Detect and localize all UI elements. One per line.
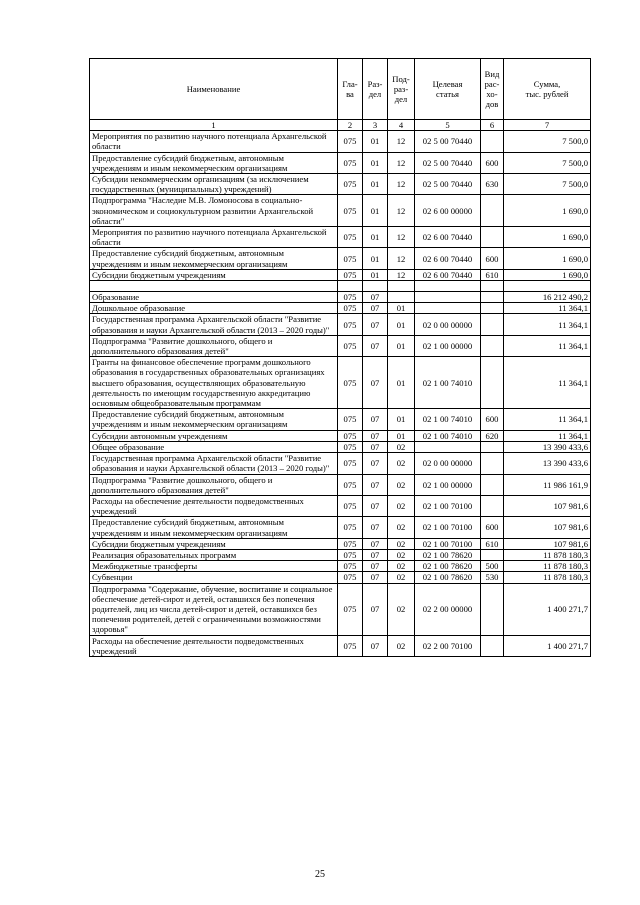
row-name: Дошкольное образование (90, 303, 338, 314)
row-glava: 075 (338, 474, 363, 495)
row-podrazdel: 12 (388, 174, 415, 195)
table-row (90, 174, 591, 195)
row-podrazdel: 12 (388, 269, 415, 280)
row-name: Субсидии бюджетным учреждениям (90, 538, 338, 549)
row-target: 02 2 00 00000 (415, 583, 481, 635)
row-glava: 075 (338, 635, 363, 656)
row-name: Расходы на обеспечение деятельности подведомственных учреждений (90, 495, 338, 516)
row-razdel: 07 (363, 441, 388, 452)
row-razdel: 01 (363, 248, 388, 269)
row-glava: 075 (338, 538, 363, 549)
row-glava: 075 (338, 314, 363, 335)
row-sum: 16 212 490,2 (504, 292, 591, 303)
row-name: Подпрограмма "Содержание, обучение, воспитание и социальное обеспечение детей-сирот и детей, оставшихся без попечения родителей, лиц из числа детей-сирот и детей, оставшихся без попечения родителей, детей с ограниченными возможностями здоровья" (90, 583, 338, 635)
row-name: Мероприятия по развитию научного потенциала Архангельской области (90, 131, 338, 152)
row-podrazdel: 01 (388, 314, 415, 335)
table-row (90, 572, 591, 583)
row-razdel: 07 (363, 430, 388, 441)
column-number: 1 (90, 120, 338, 131)
row-name: Подпрограмма "Развитие дошкольного, общего и дополнительного образования детей" (90, 474, 338, 495)
table-row (90, 248, 591, 269)
row-vid: 530 (481, 572, 504, 583)
row-sum: 7 500,0 (504, 152, 591, 173)
row-name: Предоставление субсидий бюджетным, автономным учреждениям и иным некоммерческим организациям (90, 409, 338, 430)
row-target: 02 6 00 00000 (415, 195, 481, 227)
row-razdel: 07 (363, 538, 388, 549)
row-sum: 7 500,0 (504, 131, 591, 152)
table-row (90, 269, 591, 280)
table-row (90, 453, 591, 474)
row-target: 02 1 00 70100 (415, 495, 481, 516)
row-podrazdel: 01 (388, 303, 415, 314)
row-podrazdel: 02 (388, 583, 415, 635)
row-razdel: 07 (363, 495, 388, 516)
spacer-row (90, 281, 591, 292)
row-target: 02 1 00 70100 (415, 538, 481, 549)
table-row (90, 357, 591, 409)
row-sum: 1 690,0 (504, 195, 591, 227)
row-target: 02 6 00 70440 (415, 248, 481, 269)
row-vid (481, 335, 504, 356)
row-sum: 107 981,6 (504, 517, 591, 538)
table-row (90, 474, 591, 495)
row-podrazdel: 02 (388, 495, 415, 516)
row-podrazdel: 02 (388, 453, 415, 474)
table-row (90, 227, 591, 248)
row-glava: 075 (338, 357, 363, 409)
column-number: 7 (504, 120, 591, 131)
row-podrazdel: 12 (388, 227, 415, 248)
row-name: Образование (90, 292, 338, 303)
row-sum: 11 364,1 (504, 409, 591, 430)
row-target: 02 2 00 70100 (415, 635, 481, 656)
row-sum: 107 981,6 (504, 495, 591, 516)
row-name: Предоставление субсидий бюджетным, автономным учреждениям и иным некоммерческим организациям (90, 152, 338, 173)
row-glava: 075 (338, 572, 363, 583)
column-number: 4 (388, 120, 415, 131)
empty-cell (415, 281, 481, 292)
row-glava: 075 (338, 549, 363, 560)
row-razdel: 07 (363, 453, 388, 474)
row-glava: 075 (338, 453, 363, 474)
row-vid (481, 195, 504, 227)
row-name: Предоставление субсидий бюджетным, автономным учреждениям и иным некоммерческим организациям (90, 517, 338, 538)
row-vid (481, 292, 504, 303)
table-row (90, 292, 591, 303)
row-name: Государственная программа Архангельской области "Развитие образования и науки Архангельской области (2013 – 2020 годы)" (90, 453, 338, 474)
row-sum: 13 390 433,6 (504, 453, 591, 474)
row-razdel: 07 (363, 583, 388, 635)
empty-cell (338, 281, 363, 292)
row-target: 02 1 00 74010 (415, 357, 481, 409)
row-glava: 075 (338, 269, 363, 280)
row-target: 02 1 00 78620 (415, 549, 481, 560)
row-target (415, 441, 481, 452)
row-target: 02 1 00 78620 (415, 572, 481, 583)
row-vid (481, 453, 504, 474)
row-podrazdel: 12 (388, 195, 415, 227)
row-sum: 11 878 180,3 (504, 549, 591, 560)
row-vid (481, 131, 504, 152)
row-razdel: 07 (363, 561, 388, 572)
empty-cell (363, 281, 388, 292)
row-name: Государственная программа Архангельской области "Развитие образования и науки Архангельской области (2013 – 2020 годы)" (90, 314, 338, 335)
row-sum: 1 400 271,7 (504, 635, 591, 656)
row-glava: 075 (338, 430, 363, 441)
row-name: Межбюджетные трансферты (90, 561, 338, 572)
row-razdel: 07 (363, 474, 388, 495)
row-name: Реализация образовательных программ (90, 549, 338, 560)
table-row (90, 635, 591, 656)
row-razdel: 01 (363, 131, 388, 152)
row-sum: 1 400 271,7 (504, 583, 591, 635)
row-podrazdel: 01 (388, 430, 415, 441)
row-vid: 620 (481, 430, 504, 441)
row-razdel: 01 (363, 195, 388, 227)
row-podrazdel: 01 (388, 335, 415, 356)
row-podrazdel: 02 (388, 549, 415, 560)
row-vid (481, 303, 504, 314)
row-target: 02 1 00 70100 (415, 517, 481, 538)
row-vid: 610 (481, 538, 504, 549)
row-razdel: 07 (363, 292, 388, 303)
row-podrazdel: 02 (388, 561, 415, 572)
table-row (90, 538, 591, 549)
table-row (90, 152, 591, 173)
header-sum: Сумма, тыс. рублей (504, 59, 591, 120)
table-row (90, 441, 591, 452)
table-row (90, 131, 591, 152)
row-target: 02 0 00 00000 (415, 314, 481, 335)
empty-cell (90, 281, 338, 292)
row-razdel: 01 (363, 269, 388, 280)
row-vid: 600 (481, 409, 504, 430)
row-razdel: 01 (363, 227, 388, 248)
row-target (415, 292, 481, 303)
table-row (90, 335, 591, 356)
row-glava: 075 (338, 441, 363, 452)
row-vid (481, 474, 504, 495)
table-row (90, 583, 591, 635)
row-sum: 11 364,1 (504, 303, 591, 314)
row-sum: 11 878 180,3 (504, 561, 591, 572)
row-vid (481, 635, 504, 656)
row-vid: 500 (481, 561, 504, 572)
column-number: 6 (481, 120, 504, 131)
row-vid (481, 495, 504, 516)
empty-cell (388, 281, 415, 292)
empty-cell (504, 281, 591, 292)
row-sum: 7 500,0 (504, 174, 591, 195)
table-body (90, 131, 591, 657)
table-row (90, 495, 591, 516)
row-glava: 075 (338, 152, 363, 173)
row-target: 02 6 00 70440 (415, 227, 481, 248)
row-target (415, 303, 481, 314)
row-name: Подпрограмма "Наследие М.В. Ломоносова в социально-экономическом и социокультурном развитии Архангельской области" (90, 195, 338, 227)
row-vid (481, 357, 504, 409)
row-target: 02 1 00 00000 (415, 335, 481, 356)
row-razdel: 07 (363, 314, 388, 335)
row-glava: 075 (338, 303, 363, 314)
row-podrazdel: 02 (388, 441, 415, 452)
table-row (90, 430, 591, 441)
column-number: 2 (338, 120, 363, 131)
row-podrazdel: 02 (388, 572, 415, 583)
row-podrazdel: 12 (388, 152, 415, 173)
row-razdel: 07 (363, 635, 388, 656)
row-razdel: 07 (363, 335, 388, 356)
budget-table (89, 58, 591, 657)
row-name: Мероприятия по развитию научного потенциала Архангельской области (90, 227, 338, 248)
row-glava: 075 (338, 495, 363, 516)
row-target: 02 0 00 00000 (415, 453, 481, 474)
table-row (90, 561, 591, 572)
row-glava: 075 (338, 517, 363, 538)
row-vid (481, 227, 504, 248)
row-podrazdel (388, 292, 415, 303)
table-row (90, 409, 591, 430)
row-vid: 600 (481, 248, 504, 269)
row-vid (481, 314, 504, 335)
row-sum: 13 390 433,6 (504, 441, 591, 452)
row-glava: 075 (338, 335, 363, 356)
row-glava: 075 (338, 292, 363, 303)
row-target: 02 1 00 74010 (415, 409, 481, 430)
header-vid: Вид рас- хо- дов (481, 59, 504, 120)
header-glava: Гла- ва (338, 59, 363, 120)
empty-cell (481, 281, 504, 292)
row-glava: 075 (338, 409, 363, 430)
row-sum: 11 986 161,9 (504, 474, 591, 495)
page-number: 25 (315, 869, 325, 880)
header-podrazdel: Под- раз- дел (388, 59, 415, 120)
row-sum: 11 364,1 (504, 357, 591, 409)
header-razdel: Раз- дел (363, 59, 388, 120)
row-name: Предоставление субсидий бюджетным, автономным учреждениям и иным некоммерческим организациям (90, 248, 338, 269)
column-number: 3 (363, 120, 388, 131)
row-target: 02 1 00 74010 (415, 430, 481, 441)
row-razdel: 07 (363, 572, 388, 583)
row-razdel: 07 (363, 517, 388, 538)
row-target: 02 1 00 00000 (415, 474, 481, 495)
row-podrazdel: 02 (388, 517, 415, 538)
row-vid: 600 (481, 517, 504, 538)
row-razdel: 01 (363, 174, 388, 195)
row-vid: 610 (481, 269, 504, 280)
row-target: 02 5 00 70440 (415, 152, 481, 173)
row-name: Субсидии бюджетным учреждениям (90, 269, 338, 280)
header-name: Наименование (90, 59, 338, 120)
table-row (90, 549, 591, 560)
row-podrazdel: 01 (388, 357, 415, 409)
row-razdel: 01 (363, 152, 388, 173)
row-name: Общее образование (90, 441, 338, 452)
table-row (90, 195, 591, 227)
row-sum: 1 690,0 (504, 227, 591, 248)
header-row (90, 59, 591, 120)
table-row (90, 303, 591, 314)
row-vid (481, 549, 504, 560)
row-glava: 075 (338, 131, 363, 152)
row-sum: 1 690,0 (504, 269, 591, 280)
row-glava: 075 (338, 248, 363, 269)
row-sum: 1 690,0 (504, 248, 591, 269)
row-target: 02 6 00 70440 (415, 269, 481, 280)
row-name: Подпрограмма "Развитие дошкольного, общего и дополнительного образования детей" (90, 335, 338, 356)
row-sum: 11 364,1 (504, 335, 591, 356)
row-razdel: 07 (363, 409, 388, 430)
row-sum: 11 364,1 (504, 430, 591, 441)
row-vid: 600 (481, 152, 504, 173)
column-number: 5 (415, 120, 481, 131)
row-vid (481, 441, 504, 452)
row-podrazdel: 02 (388, 474, 415, 495)
row-podrazdel: 12 (388, 131, 415, 152)
row-sum: 11 364,1 (504, 314, 591, 335)
row-glava: 075 (338, 583, 363, 635)
row-vid (481, 583, 504, 635)
header-target: Целевая статья (415, 59, 481, 120)
row-name: Субсидии некоммерческим организациям (за исключением государственных (муниципальных) учреждений) (90, 174, 338, 195)
row-razdel: 07 (363, 549, 388, 560)
row-podrazdel: 12 (388, 248, 415, 269)
row-glava: 075 (338, 561, 363, 572)
row-glava: 075 (338, 227, 363, 248)
row-target: 02 5 00 70440 (415, 174, 481, 195)
row-name: Гранты на финансовое обеспечение программ дошкольного образования в государственных образовательных организациях высшего образования, осуществляющих образовательную деятельность по имеющим государственную аккредитацию основным общеобразовательным программам (90, 357, 338, 409)
row-name: Субвенции (90, 572, 338, 583)
row-podrazdel: 01 (388, 409, 415, 430)
row-podrazdel: 02 (388, 635, 415, 656)
row-name: Расходы на обеспечение деятельности подведомственных учреждений (90, 635, 338, 656)
table-row (90, 517, 591, 538)
row-razdel: 07 (363, 303, 388, 314)
row-glava: 075 (338, 195, 363, 227)
row-glava: 075 (338, 174, 363, 195)
column-number-row (90, 120, 591, 131)
row-target: 02 1 00 78620 (415, 561, 481, 572)
row-podrazdel: 02 (388, 538, 415, 549)
row-target: 02 5 00 70440 (415, 131, 481, 152)
row-vid: 630 (481, 174, 504, 195)
table-row (90, 314, 591, 335)
row-sum: 11 878 180,3 (504, 572, 591, 583)
row-name: Субсидии автономным учреждениям (90, 430, 338, 441)
row-sum: 107 981,6 (504, 538, 591, 549)
row-razdel: 07 (363, 357, 388, 409)
